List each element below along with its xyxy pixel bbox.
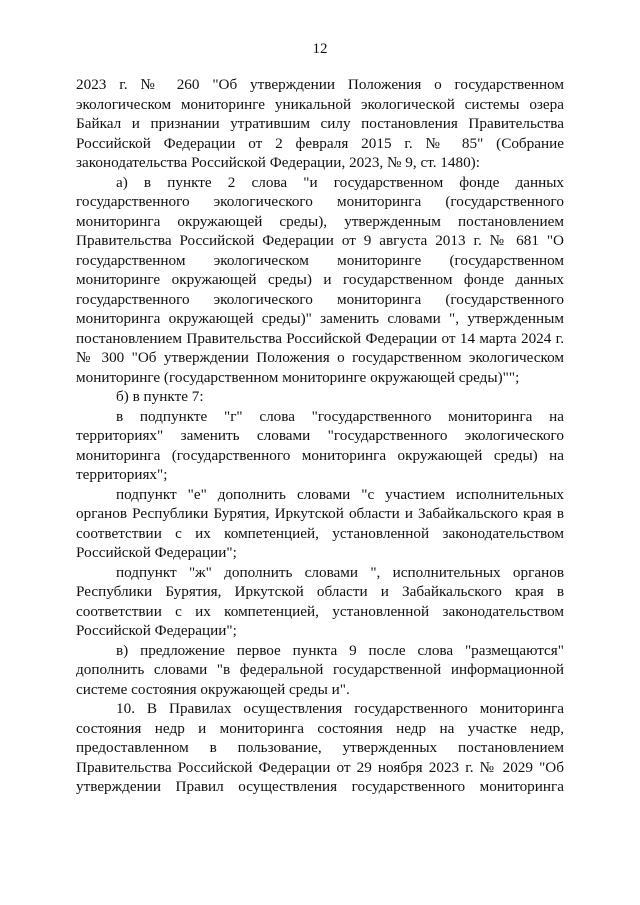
paragraph-subitem-g: в подпункте "г" слова "государственного мониторинга на территориях" заменить словами "государственного экологического мониторинга (государственного мониторинга окружающей среды) на территориях"; (76, 407, 564, 483)
paragraph-item-a: а) в пункте 2 слова "и государственном фонде данных государственного экологического мониторинга (государственного мониторинга окружающей среды), утвержденным постановлением Правительства Российской Федерации от 9 августа 2013 г. № 681 "О государственном экологическом мониторинге (государственном мониторинге окружающей среды) и государственном фонде данных государственного экологического мониторинга (государственного мониторинга окружающей среды)" заменить словами ", утвержденным постановлением Правительства Российской Федерации от 14 марта 2024 г. № 300 "Об утверждении Положения о государственном экологическом мониторинге (государственном мониторинге окружающей среды)""; (76, 173, 564, 386)
page-number: 12 (312, 41, 328, 57)
paragraph-item-10: 10. В Правилах осуществления государственного мониторинга состояния недр и мониторинга состояния недр на участке недр, предоставленном в пользование, утвержденных постановлением Правительства Российской Федерации от 29 ноября 2023 г. № 2029 "Об утверждении Правил осуществления государственного мониторинга (76, 700, 564, 795)
paragraph-subitem-e: подпункт "е" дополнить словами "с участием исполнительных органов Республики Бурятия, Иркутской области и Забайкальского края в соответствии с их компетенцией, установленной законодательством Российской Федерации"; (76, 485, 564, 561)
paragraph-decree-reference: 2023 г. № 260 "Об утверждении Положения о государственном экологическом мониторинге уникальной экологической системы озера Байкал и признании утратившим силу постановления Правительства Российской Федерации от 2 февраля 2015 г. № 85" (Собрание законодательства Российской Федерации, 2023, № 9, ст. 1480): (76, 76, 564, 171)
document-body (76, 75, 564, 797)
paragraph-item-v: в) предложение первое пункта 9 после слова "размещаются" дополнить словами "в федеральной государственной информационной системе состояния окружающей среды и". (76, 641, 564, 698)
paragraph-item-b: б) в пункте 7: (116, 388, 204, 405)
paragraph-subitem-zh: подпункт "ж" дополнить словами ", исполнительных органов Республики Бурятия, Иркутской области и Забайкальского края в соответствии с их компетенцией, установленной законодательством Российской Федерации"; (76, 563, 564, 639)
